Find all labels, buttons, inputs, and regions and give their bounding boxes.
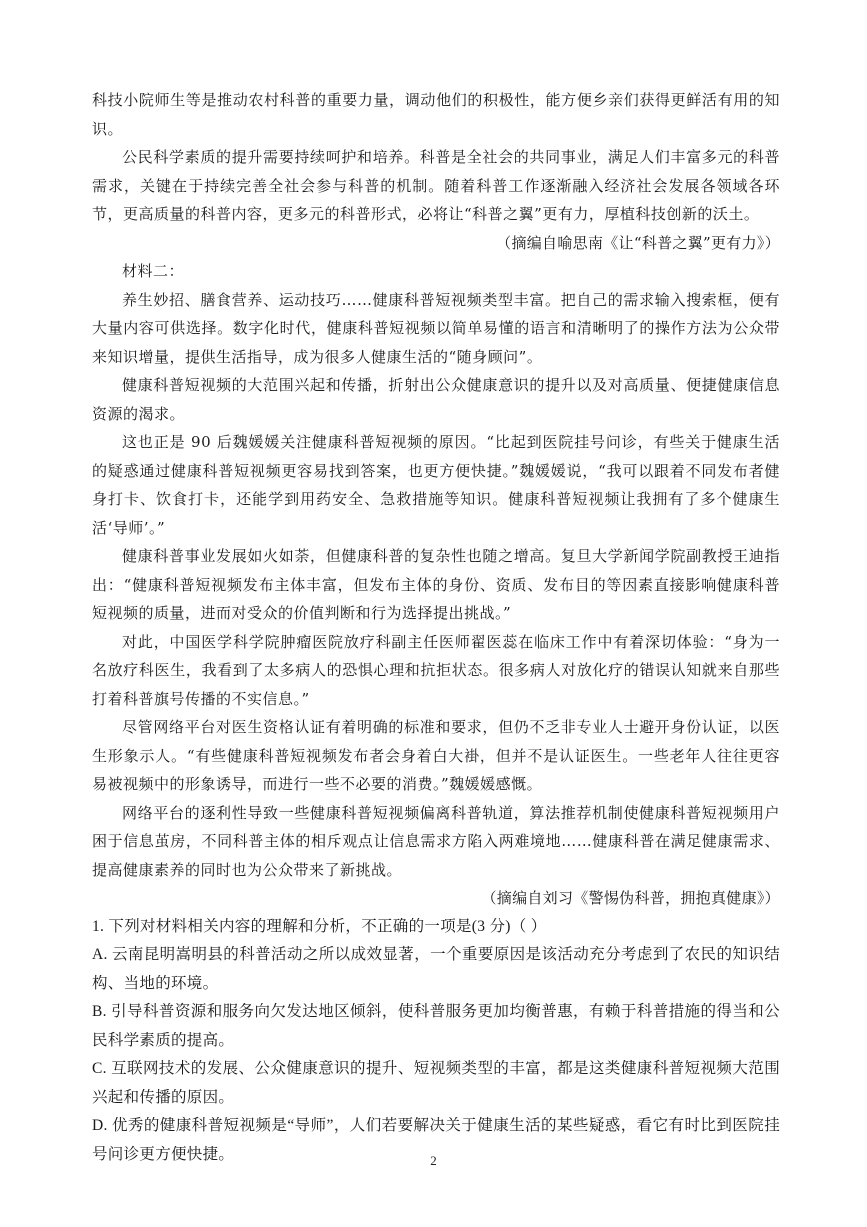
question-stem: 1. 下列对材料相关内容的理解和分析，不正确的一项是(3 分)（ ） [92,917,547,935]
question-option-b: B. 引导科普资源和服务向欠发达地区倾斜，使科普服务更加均衡普惠，有赖于科普措施的得当和公民科学素质的提高。 [92,1003,780,1049]
material1-paragraph: 公民科学素质的提升需要持续呵护和培养。科普是全社会的共同事业，满足人们丰富多元的科普需求，关键在于持续完善全社会参与科普的机制。随着科普工作逐渐融入经济社会发展各领域各环节，更高质量的科普内容，更多元的科普形式，必将让“科普之翼”更有力，厚植科技创新的沃土。 [92,148,780,223]
material2-paragraph: 尽管网络平台对医生资格认证有着明确的标准和要求，但仍不乏非专业人士避开身份认证，以医生形象示人。“有些健康科普短视频发布者会身着白大褂，但并不是认证医生。一些老年人往往更容易被视频中的形象诱导，而进行一些不必要的消费。”魏媛媛感慨。 [92,718,780,793]
question-option-a: A. 云南昆明嵩明县的科普活动之所以成效显著，一个重要原因是该活动充分考虑到了农民的知识结构、当地的环境。 [92,946,780,992]
question-option-d: D. 优秀的健康科普短视频是“导师”，人们若要解决关于健康生活的某些疑惑，看它有时比到医院挂号问诊更方便快捷。 [92,1117,780,1163]
page-content [92,86,780,1169]
material2-paragraph: 这也正是 90 后魏媛媛关注健康科普短视频的原因。“比起到医院挂号问诊，有些关于健康生活的疑惑通过健康科普短视频更容易找到答案，也更方便快捷。”魏媛媛说，“我可以跟着不同发布者健身打卡、饮食打卡，还能学到用药安全、急救措施等知识。健康科普短视频让我拥有了多个健康生活‘导师’。” [92,433,780,537]
material2-paragraph: 健康科普事业发展如火如荼，但健康科普的复杂性也随之增高。复旦大学新闻学院副教授王迪指出：“健康科普短视频发布主体丰富，但发布主体的身份、资质、发布目的等因素直接影响健康科普短视频的质量，进而对受众的价值判断和行为选择提出挑战。” [92,547,780,622]
material1-source: （摘编自喻思南《让“科普之翼”更有力》） [496,233,780,252]
material1-paragraph: 科技小院师生等是推动农村科普的重要力量，调动他们的积极性，能方便乡亲们获得更鲜活有用的知识。 [92,91,780,138]
material2-paragraph: 对此，中国医学科学院肿瘤医院放疗科副主任医师翟医蕊在临床工作中有着深切体验：“身为一名放疗科医生，我看到了太多病人的恐惧心理和抗拒状态。很多病人对放化疗的错误认知就来自那些打着科普旗号传播的不实信息。” [92,632,780,708]
material2-paragraph: 健康科普短视频的大范围兴起和传播，折射出公众健康意识的提升以及对高质量、便捷健康信息资源的渴求。 [92,376,780,423]
page-number: 2 [430,1153,437,1168]
question-option-c: C. 互联网技术的发展、公众健康意识的提升、短视频类型的丰富，都是这类健康科普短视频大范围兴起和传播的原因。 [92,1060,780,1106]
material2-paragraph: 网络平台的逐利性导致一些健康科普短视频偏离科普轨道，算法推荐机制使健康科普短视频用户困于信息茧房，不同科普主体的相斥观点让信息需求方陷入两难境地……健康科普在满足健康需求、提高健康素养的同时也为公众带来了新挑战。 [92,803,780,879]
material2-heading: 材料二： [122,262,185,280]
material2-source: （摘编自刘习《警惕伪科普，拥抱真健康》） [481,889,780,907]
material2-paragraph: 养生妙招、膳食营养、运动技巧……健康科普短视频类型丰富。把自己的需求输入搜索框，便有大量内容可供选择。数字化时代，健康科普短视频以简单易懂的语言和清晰明了的操作方法为公众带来知识增量，提供生活指导，成为很多人健康生活的“随身顾问”。 [92,290,780,366]
